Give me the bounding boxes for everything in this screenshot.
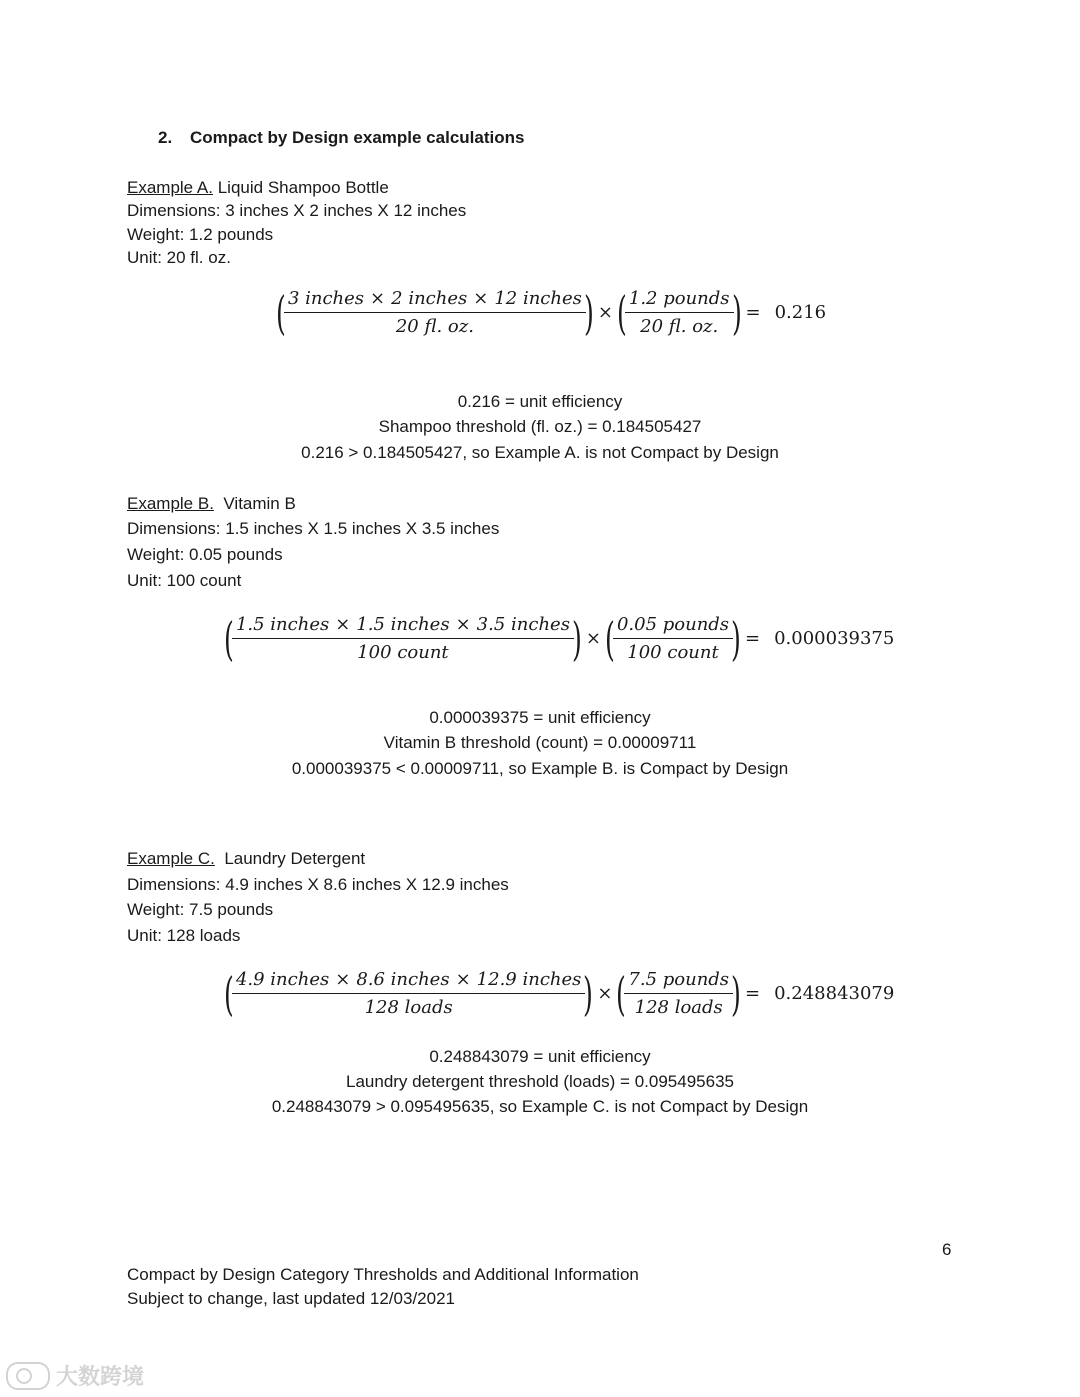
left-paren: ( [616, 285, 627, 340]
example-dimensions: Dimensions: 1.5 inches X 1.5 inches X 3.5 inches [127, 519, 500, 538]
fraction-denominator: 128 loads [364, 997, 453, 1018]
fraction-denominator: 128 loads [634, 997, 723, 1018]
right-paren: ) [731, 966, 741, 1021]
example-label: Example A. [127, 178, 213, 197]
example-name: Vitamin B [213, 494, 296, 513]
right-paren: ) [731, 611, 741, 666]
equals-sign: = [745, 302, 761, 323]
example-label: Example C. [127, 849, 215, 868]
fraction-numerator: 7.5 pounds [624, 969, 733, 994]
footer-title: Compact by Design Category Thresholds and Additional Information [127, 1265, 639, 1284]
conclusion-line: 0.248843079 = unit efficiency [429, 1047, 651, 1066]
weight-fraction [625, 288, 734, 337]
conclusion-line: 0.216 = unit efficiency [457, 392, 623, 411]
watermark-logo-icon [6, 1362, 50, 1390]
right-paren: ) [583, 966, 594, 1021]
watermark-text: 大数跨境 [56, 1364, 145, 1389]
example-weight: Weight: 7.5 pounds [127, 900, 274, 919]
watermark [6, 1360, 144, 1391]
section-heading [158, 128, 524, 148]
left-paren: ( [276, 285, 286, 340]
example-dimensions: Dimensions: 4.9 inches X 8.6 inches X 12.9 inches [127, 875, 509, 894]
formula-example-c [224, 966, 895, 1021]
section-number: 2. [158, 128, 173, 147]
conclusion-line: 0.000039375 < 0.00009711, so Example B. is Compact by Design [291, 759, 789, 778]
fraction-denominator: 100 count [357, 642, 449, 663]
fraction-denominator: 20 fl. oz. [640, 316, 719, 337]
left-paren: ( [605, 611, 615, 666]
equals-sign: = [745, 983, 761, 1004]
formula-example-b [224, 611, 895, 666]
equals-sign: = [745, 628, 761, 649]
times-sign: × [597, 302, 613, 323]
footer-updated: Subject to change, last updated 12/03/2021 [127, 1289, 455, 1308]
weight-fraction [624, 969, 733, 1018]
fraction-numerator: 3 inches × 2 inches × 12 inches [284, 288, 586, 313]
conclusion-line: 0.248843079 > 0.095495635, so Example C. is not Compact by Design [271, 1097, 809, 1116]
volume-fraction [232, 969, 585, 1018]
right-paren: ) [731, 285, 742, 340]
left-paren: ( [224, 966, 234, 1021]
right-paren: ) [583, 285, 594, 340]
volume-fraction [232, 614, 574, 663]
page-number: 6 [942, 1240, 952, 1259]
fraction-numerator: 1.2 pounds [625, 288, 734, 313]
left-paren: ( [616, 966, 627, 1021]
conclusion-line: Laundry detergent threshold (loads) = 0.095495635 [346, 1072, 734, 1091]
conclusion-line: Shampoo threshold (fl. oz.) = 0.184505427 [378, 417, 702, 436]
times-sign: × [597, 983, 613, 1004]
formula-result: 0.216 [774, 302, 827, 323]
example-c-title [127, 847, 365, 870]
conclusion-line: 0.216 > 0.184505427, so Example A. is not Compact by Design [301, 443, 779, 462]
conclusion-line: 0.000039375 = unit efficiency [429, 708, 651, 727]
conclusion-line: Vitamin B threshold (count) = 0.00009711 [383, 733, 697, 752]
example-unit: Unit: 20 fl. oz. [127, 248, 231, 267]
volume-fraction [284, 288, 586, 337]
fraction-numerator: 1.5 inches × 1.5 inches × 3.5 inches [232, 614, 574, 639]
right-paren: ) [571, 611, 582, 666]
formula-result: 0.000039375 [774, 628, 895, 649]
example-name: Laundry Detergent [214, 849, 366, 868]
example-unit: Unit: 128 loads [127, 926, 241, 945]
example-label: Example B. [127, 494, 214, 513]
example-a-title [127, 176, 389, 199]
left-paren: ( [224, 611, 234, 666]
example-name: Liquid Shampoo Bottle [213, 178, 389, 197]
fraction-denominator: 100 count [627, 642, 719, 663]
times-sign: × [585, 628, 601, 649]
example-weight: Weight: 0.05 pounds [127, 545, 283, 564]
fraction-numerator: 0.05 pounds [613, 614, 733, 639]
fraction-denominator: 20 fl. oz. [395, 316, 474, 337]
formula-result: 0.248843079 [774, 983, 895, 1004]
section-title: Compact by Design example calculations [190, 128, 525, 147]
weight-fraction [613, 614, 733, 663]
example-unit: Unit: 100 count [127, 571, 242, 590]
example-weight: Weight: 1.2 pounds [127, 225, 274, 244]
fraction-numerator: 4.9 inches × 8.6 inches × 12.9 inches [232, 969, 585, 994]
formula-example-a [276, 285, 827, 340]
example-b-title [127, 492, 296, 515]
example-dimensions: Dimensions: 3 inches X 2 inches X 12 inches [127, 201, 467, 220]
